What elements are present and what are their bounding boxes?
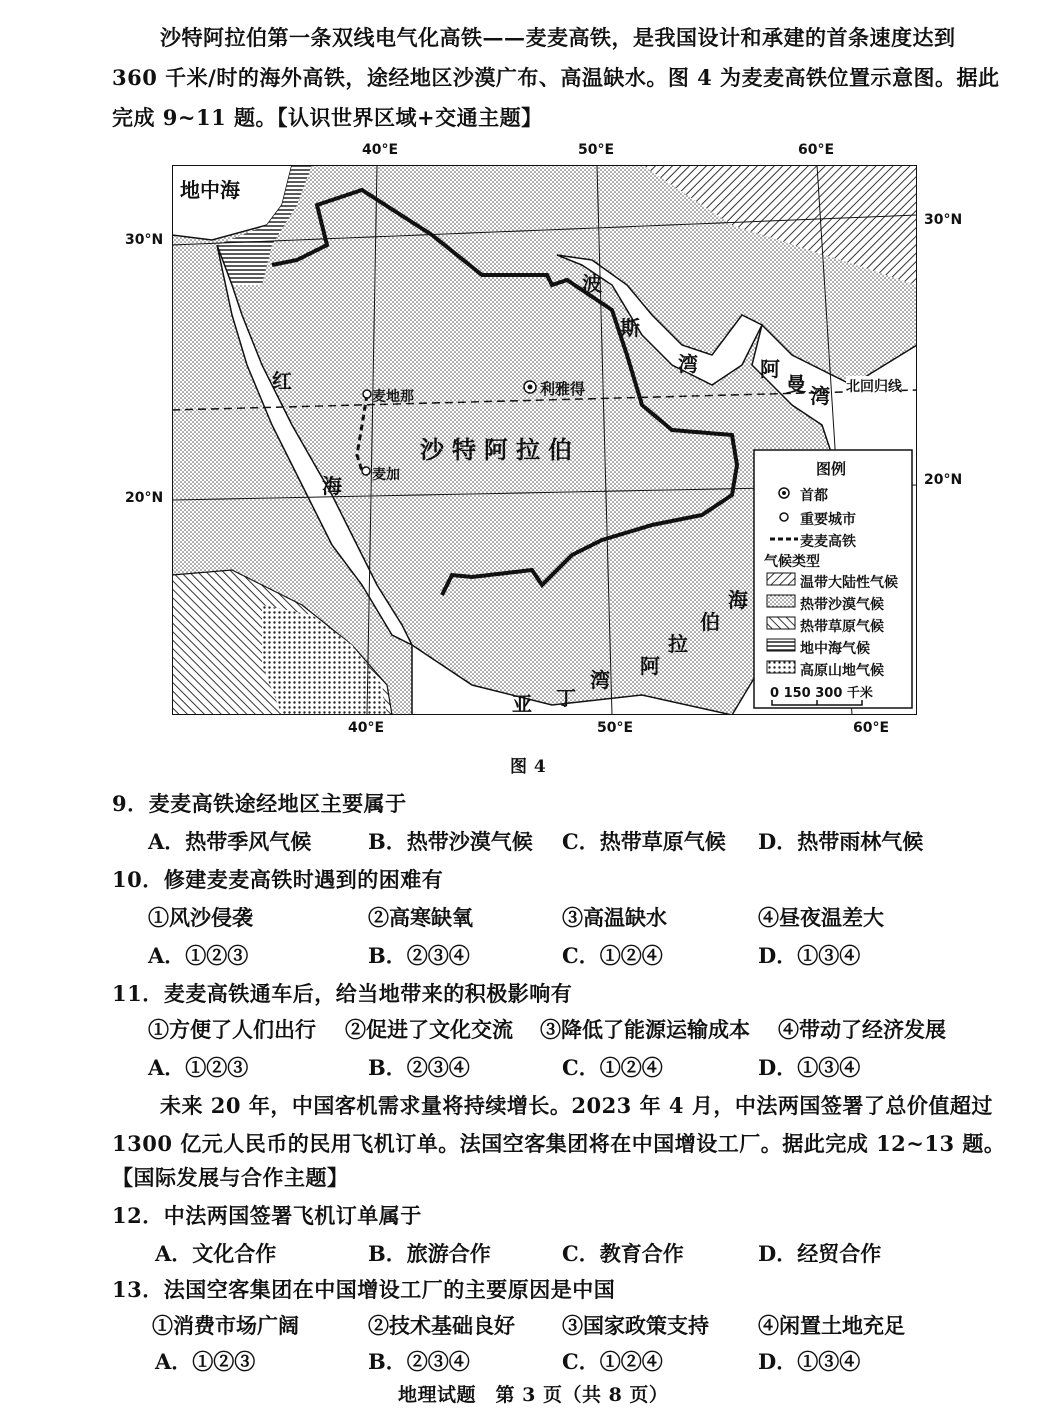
q12-stem: 12．中法两国签署飞机订单属于	[112, 1203, 422, 1228]
oman-gulf-label-1: 阿	[760, 357, 780, 381]
q9-option-c[interactable]: C．热带草原气候	[562, 829, 726, 854]
q11-stem: 11．麦麦高铁通车后，给当地带来的积极影响有	[112, 981, 573, 1006]
red-sea-label-1: 红	[272, 369, 292, 393]
q11-statement-3: ③降低了能源运输成本	[540, 1017, 750, 1042]
legend-climate-2: 热带沙漠气候	[800, 597, 884, 613]
gulf-label-2: 斯	[620, 316, 640, 340]
q13-statement-2: ②技术基础良好	[368, 1313, 515, 1338]
lat-label-20-left: 20°N	[125, 490, 164, 506]
riyadh-label: 利雅得	[540, 380, 586, 398]
legend-climate-1: 温带大陆性气候	[800, 575, 898, 591]
legend-climate-title: 气候类型	[764, 554, 820, 570]
lon-label-60-bottom: 60°E	[853, 720, 890, 736]
q11-option-a[interactable]: A．①②③	[148, 1055, 249, 1080]
q10-statement-2: ②高寒缺氧	[368, 905, 473, 930]
arabian-sea-label-1: 阿	[640, 654, 660, 678]
aden-label-2: 丁	[556, 686, 576, 710]
red-sea-label-2: 海	[322, 474, 342, 498]
legend-capital: 首都	[800, 488, 828, 504]
lon-label-40-bottom: 40°E	[348, 720, 385, 736]
q12-option-a[interactable]: A．文化合作	[155, 1241, 277, 1266]
q10-option-b[interactable]: B．②③④	[368, 943, 470, 968]
arabian-sea-label-3: 伯	[700, 610, 720, 634]
tropic-label: 北回归线	[846, 376, 902, 396]
medina-label: 麦地那	[372, 389, 414, 405]
q13-option-d[interactable]: D．①③④	[758, 1349, 861, 1374]
q10-statement-4: ④昼夜温差大	[758, 905, 884, 930]
arabian-sea-label-2: 拉	[668, 632, 688, 656]
intro-line-2: 360 千米/时的海外高铁，途经地区沙漠广布、高温缺水。图 4 为麦麦高铁位置示意图。据此	[112, 65, 1000, 90]
mecca-city-marker	[362, 467, 370, 475]
legend-climate-4: 地中海气候	[800, 641, 870, 657]
q11-statement-4: ④带动了经济发展	[778, 1017, 946, 1042]
gulf-label-1: 波	[582, 272, 602, 296]
legend-city: 重要城市	[800, 512, 856, 528]
lon-label-50-bottom: 50°E	[597, 720, 634, 736]
intro2-line-3: 【国际发展与合作主题】	[112, 1165, 349, 1190]
aden-label-1: 亚	[512, 692, 532, 716]
arabian-sea-label-4: 海	[728, 588, 748, 612]
lon-label-60-top: 60°E	[798, 142, 835, 158]
q10-option-a[interactable]: A．①②③	[148, 943, 249, 968]
legend-railway: 麦麦高铁	[800, 534, 856, 550]
legend-climate-3: 热带草原气候	[800, 619, 884, 635]
medina-city-marker	[363, 390, 371, 398]
q11-option-b[interactable]: B．②③④	[368, 1055, 470, 1080]
q11-statement-2: ②促进了文化交流	[345, 1017, 513, 1042]
q9-option-d[interactable]: D．热带雨林气候	[758, 829, 924, 854]
q9-option-b[interactable]: B．热带沙漠气候	[368, 829, 533, 854]
gulf-label-3: 湾	[678, 352, 698, 376]
lat-label-30-left: 30°N	[125, 232, 164, 248]
q11-statement-1: ①方便了人们出行	[148, 1017, 316, 1042]
mecca-label: 麦加	[372, 467, 400, 483]
lon-label-50-top: 50°E	[578, 142, 615, 158]
oman-gulf-label-2: 曼	[786, 372, 806, 396]
legend-title: 图例	[816, 460, 847, 478]
q12-option-b[interactable]: B．旅游合作	[368, 1241, 491, 1266]
intro-line-3: 完成 9~11 题。【认识世界区域+交通主题】	[112, 105, 543, 130]
mediterranean-label: 地中海	[180, 178, 240, 202]
q10-statement-3: ③高温缺水	[562, 905, 667, 930]
q9-option-a[interactable]: A．热带季风气候	[148, 829, 312, 854]
legend-scale: 0 150 300 千米	[770, 686, 873, 701]
q13-statement-4: ④闲置土地充足	[758, 1313, 905, 1338]
lat-label-30-right: 30°N	[924, 212, 963, 228]
saudi-arabia-label: 沙特阿拉伯	[420, 435, 580, 464]
q13-statement-3: ③国家政策支持	[562, 1313, 709, 1338]
q11-option-c[interactable]: C．①②④	[562, 1055, 663, 1080]
page-footer: 地理试题 第 3 页（共 8 页）	[398, 1384, 669, 1406]
lat-label-20-right: 20°N	[924, 472, 963, 488]
q10-stem: 10．修建麦麦高铁时遇到的困难有	[112, 867, 444, 892]
q12-option-c[interactable]: C．教育合作	[562, 1241, 684, 1266]
q11-option-d[interactable]: D．①③④	[758, 1055, 861, 1080]
q10-statement-1: ①风沙侵袭	[148, 905, 253, 930]
intro2-line-2: 1300 亿元人民币的民用飞机订单。法国空客集团将在中国增设工厂。据此完成 12~13 题。	[112, 1131, 1006, 1156]
q13-option-c[interactable]: C．①②④	[562, 1349, 663, 1374]
q10-option-d[interactable]: D．①③④	[758, 943, 861, 968]
q10-option-c[interactable]: C．①②④	[562, 943, 663, 968]
lon-label-40-top: 40°E	[362, 142, 399, 158]
legend-climate-5: 高原山地气候	[800, 663, 884, 679]
q13-stem: 13．法国空客集团在中国增设工厂的主要原因是中国	[112, 1277, 616, 1302]
oman-gulf-label-3: 湾	[810, 384, 830, 408]
q9-stem: 9．麦麦高铁途经地区主要属于	[112, 791, 407, 816]
intro2-line-1: 未来 20 年，中国客机需求量将持续增长。2023 年 4 月，中法两国签署了总价值超过	[160, 1093, 993, 1118]
aden-label-3: 湾	[590, 668, 610, 692]
q12-option-d[interactable]: D．经贸合作	[758, 1241, 882, 1266]
figure-caption: 图 4	[510, 757, 547, 777]
intro-line-1: 沙特阿拉伯第一条双线电气化高铁——麦麦高铁，是我国设计和承建的首条速度达到	[160, 25, 956, 50]
q13-statement-1: ①消费市场广阔	[152, 1313, 299, 1338]
q13-option-b[interactable]: B．②③④	[368, 1349, 470, 1374]
q13-option-a[interactable]: A．①②③	[155, 1349, 256, 1374]
